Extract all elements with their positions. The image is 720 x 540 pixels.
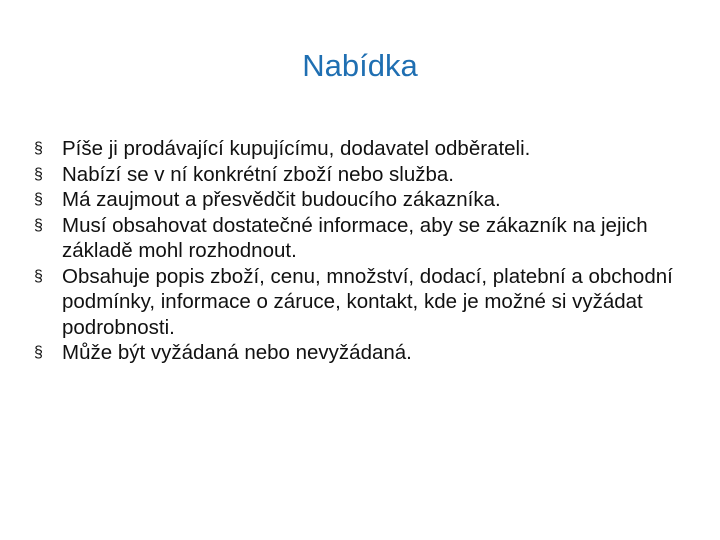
bullet-text: Má zaujmout a přesvědčit budoucího zákazníka. (62, 188, 501, 211)
list-item (34, 187, 694, 213)
bullet-text: Nabízí se v ní konkrétní zboží nebo služba. (62, 162, 454, 186)
slide-title: Nabídka (302, 48, 418, 83)
bullet-text: Může být vyžádaná nebo nevyžádaná. (62, 341, 412, 364)
bullet-marker-icon: § (34, 140, 43, 157)
bullet-marker-icon: § (34, 344, 43, 361)
bullet-text: Musí obsahovat dostatečné informace, aby se zákazník na jejich základě mohl rozhodnout. (62, 213, 648, 262)
bullet-text: Obsahuje popis zboží, cenu, množství, dodací, platební a obchodní podmínky, informace o záruce, kontakt, kde je možné si vyžádat podrobnosti. (62, 264, 673, 339)
bullet-text: Píše ji prodávající kupujícímu, dodavatel odběrateli. (62, 137, 531, 160)
bullet-marker-icon: § (34, 267, 43, 285)
bullet-marker-icon: § (34, 191, 43, 208)
list-item (34, 213, 694, 264)
list-item (34, 264, 694, 341)
list-item (34, 340, 694, 366)
bullet-marker-icon: § (34, 165, 43, 183)
list-item (34, 162, 694, 188)
list-item (34, 136, 694, 162)
bullet-marker-icon: § (34, 216, 43, 234)
bullet-list (34, 136, 694, 366)
